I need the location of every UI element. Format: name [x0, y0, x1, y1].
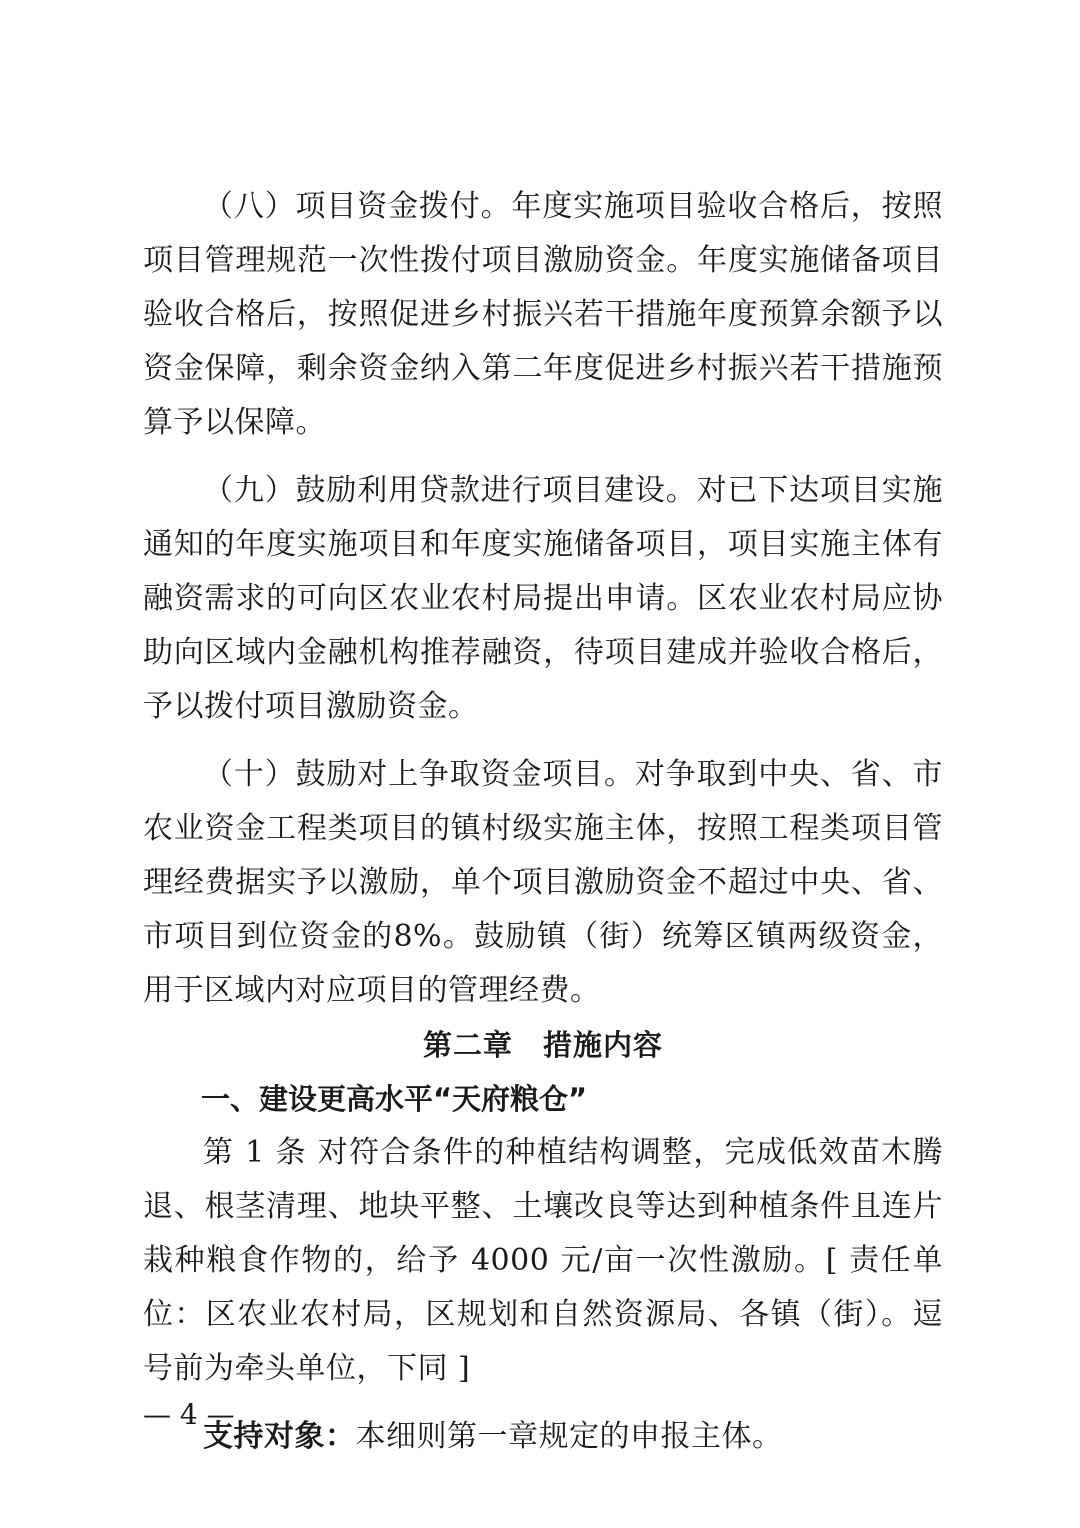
- support-line: [143, 1410, 943, 1464]
- paragraph-8: （八）项目资金拨付。年度实施项目验收合格后，按照项目管理规范一次性拨付项目激励资金。年度实施储备项目验收合格后，按照促进乡村振兴若干措施年度预算余额予以资金保障，剩余资金纳入第二年度促进乡村振兴若干措施预算予以保障。: [143, 189, 943, 440]
- spacer: [143, 734, 943, 748]
- paragraph-9: （九）鼓励利用贷款进行项目建设。对已下达项目实施通知的年度实施项目和年度实施储备项目，项目实施主体有融资需求的可向区农业农村局提出申请。区农业农村局应协助向区域内金融机构推荐融资，待项目建成并验收合格后，予以拨付项目激励资金。: [143, 473, 943, 724]
- chapter-heading: 第二章 措施内容: [422, 1028, 663, 1062]
- support-text: 本细则第一章规定的申报主体。: [355, 1419, 783, 1454]
- article-1: 第 1 条 对符合条件的种植结构调整，完成低效苗木腾退、根茎清理、地块平整、土壤改良等达到种植条件且连片栽种粮食作物的，给予 4000 元/亩一次性激励。[ 责任单位：区农业农村局，区规划和自然资源局、各镇（街）。逗号前为牵头单位，下同 ]: [143, 1135, 943, 1386]
- support-label: 支持对象：: [203, 1419, 356, 1454]
- document-body: [143, 180, 943, 1464]
- paragraph-10: （十）鼓励对上争取资金项目。对争取到中央、省、市农业资金工程类项目的镇村级实施主体，按照工程类项目管理经费据实予以激励，单个项目激励资金不超过中央、省、市项目到位资金的8%。鼓励镇（街）统筹区镇两级资金，用于区域内对应项目的管理经费。: [143, 757, 943, 1008]
- spacer: [143, 1396, 943, 1410]
- spacer: [143, 450, 943, 464]
- page-number: — 4 —: [143, 1398, 235, 1431]
- section-heading: 一、建设更高水平“天府粮仓”: [201, 1082, 588, 1116]
